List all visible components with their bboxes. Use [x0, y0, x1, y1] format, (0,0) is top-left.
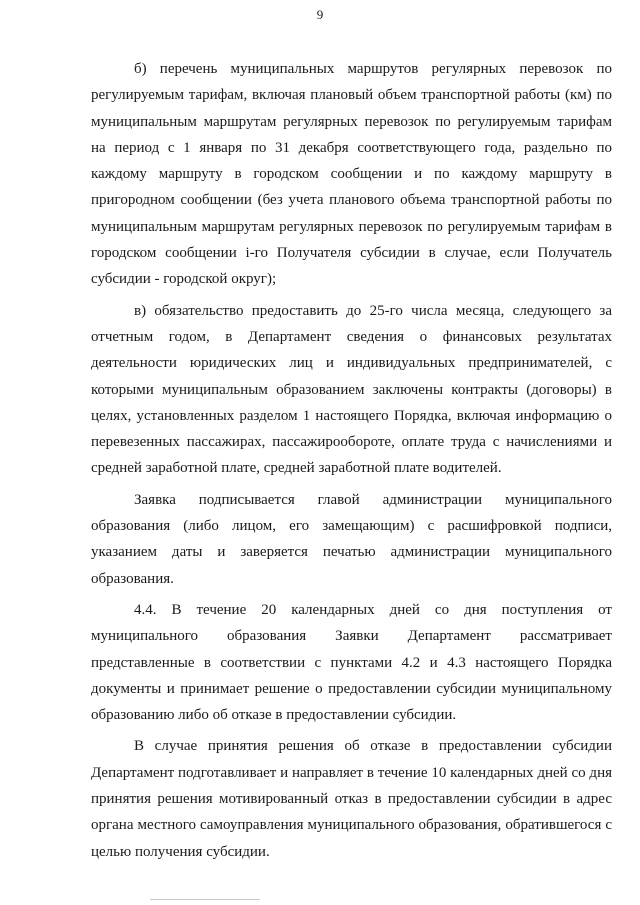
paragraph-clause-4-4: 4.4. В течение 20 календарных дней со дня поступления от муниципального образования Заявки Департамент рассматривает представленные в соответствии с пунктами 4.2 и 4.3 настоящего Порядка документы и принимает решение о предоставлении субсидии муниципальному образованию либо об отказе в предоставлении субсидии. [91, 601, 612, 724]
paragraph-item-v: в) обязательство предоставить до 25-го числа месяца, следующего за отчетным годом, в Департамент сведения о финансовых результатах деятельности юридических лиц и индивидуальных предпринимателей, с которыми муниципальным образованием заключены контракты (договоры) в целях, установленных разделом 1 настоящего Порядка, включая информацию о перевезенных пассажирах, пассажирообороте, оплате труда с начислениями и средней заработной плате, средней заработной плате водителей. [91, 302, 612, 477]
document-body [91, 56, 612, 870]
footer-rule [150, 899, 260, 900]
page-number: 9 [316, 7, 324, 22]
paragraph-application-signature: Заявка подписывается главой администрации муниципального образования (либо лицом, его замещающим) с расшифровкой подписи, указанием даты и заверяется печатью администрации муниципального образования. [91, 491, 612, 587]
paragraph-refusal: В случае принятия решения об отказе в предоставлении субсидии Департамент подготавливает и направляет в течение 10 календарных дней со дня принятия решения мотивированный отказ в предоставлении субсидии в адрес органа местного самоуправления муниципального образования, обратившегося с целью получения субсидии. [91, 738, 612, 860]
paragraph-item-b: б) перечень муниципальных маршрутов регулярных перевозок по регулируемым тарифам, включая плановый объем транспортной работы (км) по муниципальным маршрутам регулярных перевозок по регулируемым тарифам на период с 1 января по 31 декабря соответствующего года, раздельно по каждому маршруту в городском сообщении и по каждому маршруту в пригородном сообщении (без учета планового объема транспортной работы по муниципальным маршрутам регулярных перевозок по регулируемым тарифам в городском сообщении i-го Получателя субсидии в случае, если Получатель субсидии - городской округ); [91, 61, 612, 288]
